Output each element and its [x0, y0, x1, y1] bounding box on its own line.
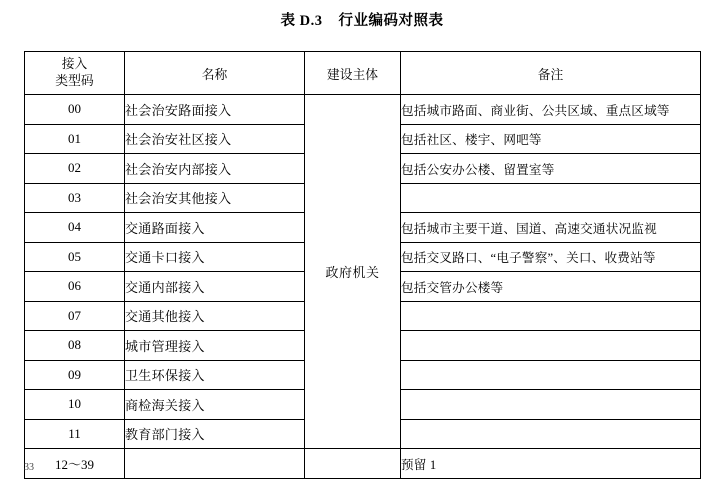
cell-code: 00 [25, 95, 125, 125]
page-title [0, 10, 724, 32]
table-header-row [25, 52, 701, 95]
table-label: 表 D.3 [280, 13, 323, 29]
cell-name: 社会治安社区接入 [125, 124, 305, 154]
table-row [25, 449, 701, 479]
cell-name: 商检海关接入 [125, 390, 305, 420]
cell-code: 11 [25, 419, 125, 449]
cell-code: 09 [25, 360, 125, 390]
column-header-name: 名称 [125, 52, 305, 95]
cell-subject: 政府机关 [305, 95, 401, 449]
cell-name: 教育部门接入 [125, 419, 305, 449]
cell-name [125, 449, 305, 479]
cell-remark [401, 360, 701, 390]
cell-code: 01 [25, 124, 125, 154]
cell-name: 卫生环保接入 [125, 360, 305, 390]
cell-code: 03 [25, 183, 125, 213]
column-header-subject: 建设主体 [305, 52, 401, 95]
cell-remark: 包括城市主要干道、国道、高速交通状况监视 [401, 213, 701, 243]
cell-remark: 预留 1 [401, 449, 701, 479]
cell-remark [401, 390, 701, 420]
table-row [25, 95, 701, 125]
document-page [0, 10, 724, 475]
cell-code: 08 [25, 331, 125, 361]
cell-name: 交通内部接入 [125, 272, 305, 302]
cell-remark [401, 419, 701, 449]
cell-remark [401, 301, 701, 331]
cell-name: 交通卡口接入 [125, 242, 305, 272]
cell-name: 社会治安其他接入 [125, 183, 305, 213]
cell-remark: 包括城市路面、商业街、公共区域、重点区域等 [401, 95, 701, 125]
cell-name: 交通路面接入 [125, 213, 305, 243]
cell-remark [401, 183, 701, 213]
column-header-code [25, 52, 125, 95]
cell-name: 社会治安内部接入 [125, 154, 305, 184]
cell-code: 12～39 [25, 449, 125, 479]
industry-code-table [24, 51, 701, 479]
cell-code: 06 [25, 272, 125, 302]
cell-code: 05 [25, 242, 125, 272]
cell-name: 城市管理接入 [125, 331, 305, 361]
column-header-code-line1: 接入 [61, 56, 88, 71]
cell-remark [401, 331, 701, 361]
cell-remark: 包括交管办公楼等 [401, 272, 701, 302]
cell-code: 04 [25, 213, 125, 243]
cell-code: 07 [25, 301, 125, 331]
cell-remark: 包括公安办公楼、留置室等 [401, 154, 701, 184]
cell-subject [305, 449, 401, 479]
cell-name: 交通其他接入 [125, 301, 305, 331]
column-header-code-line2: 类型码 [55, 74, 94, 88]
cell-code: 02 [25, 154, 125, 184]
cell-remark: 包括交叉路口、“电子警察”、关口、收费站等 [401, 242, 701, 272]
table-title-text: 行业编码对照表 [338, 13, 444, 29]
cell-code: 10 [25, 390, 125, 420]
page-number: 33 [24, 462, 34, 473]
cell-name: 社会治安路面接入 [125, 95, 305, 125]
column-header-remark: 备注 [401, 52, 701, 95]
cell-remark: 包括社区、楼宇、网吧等 [401, 124, 701, 154]
